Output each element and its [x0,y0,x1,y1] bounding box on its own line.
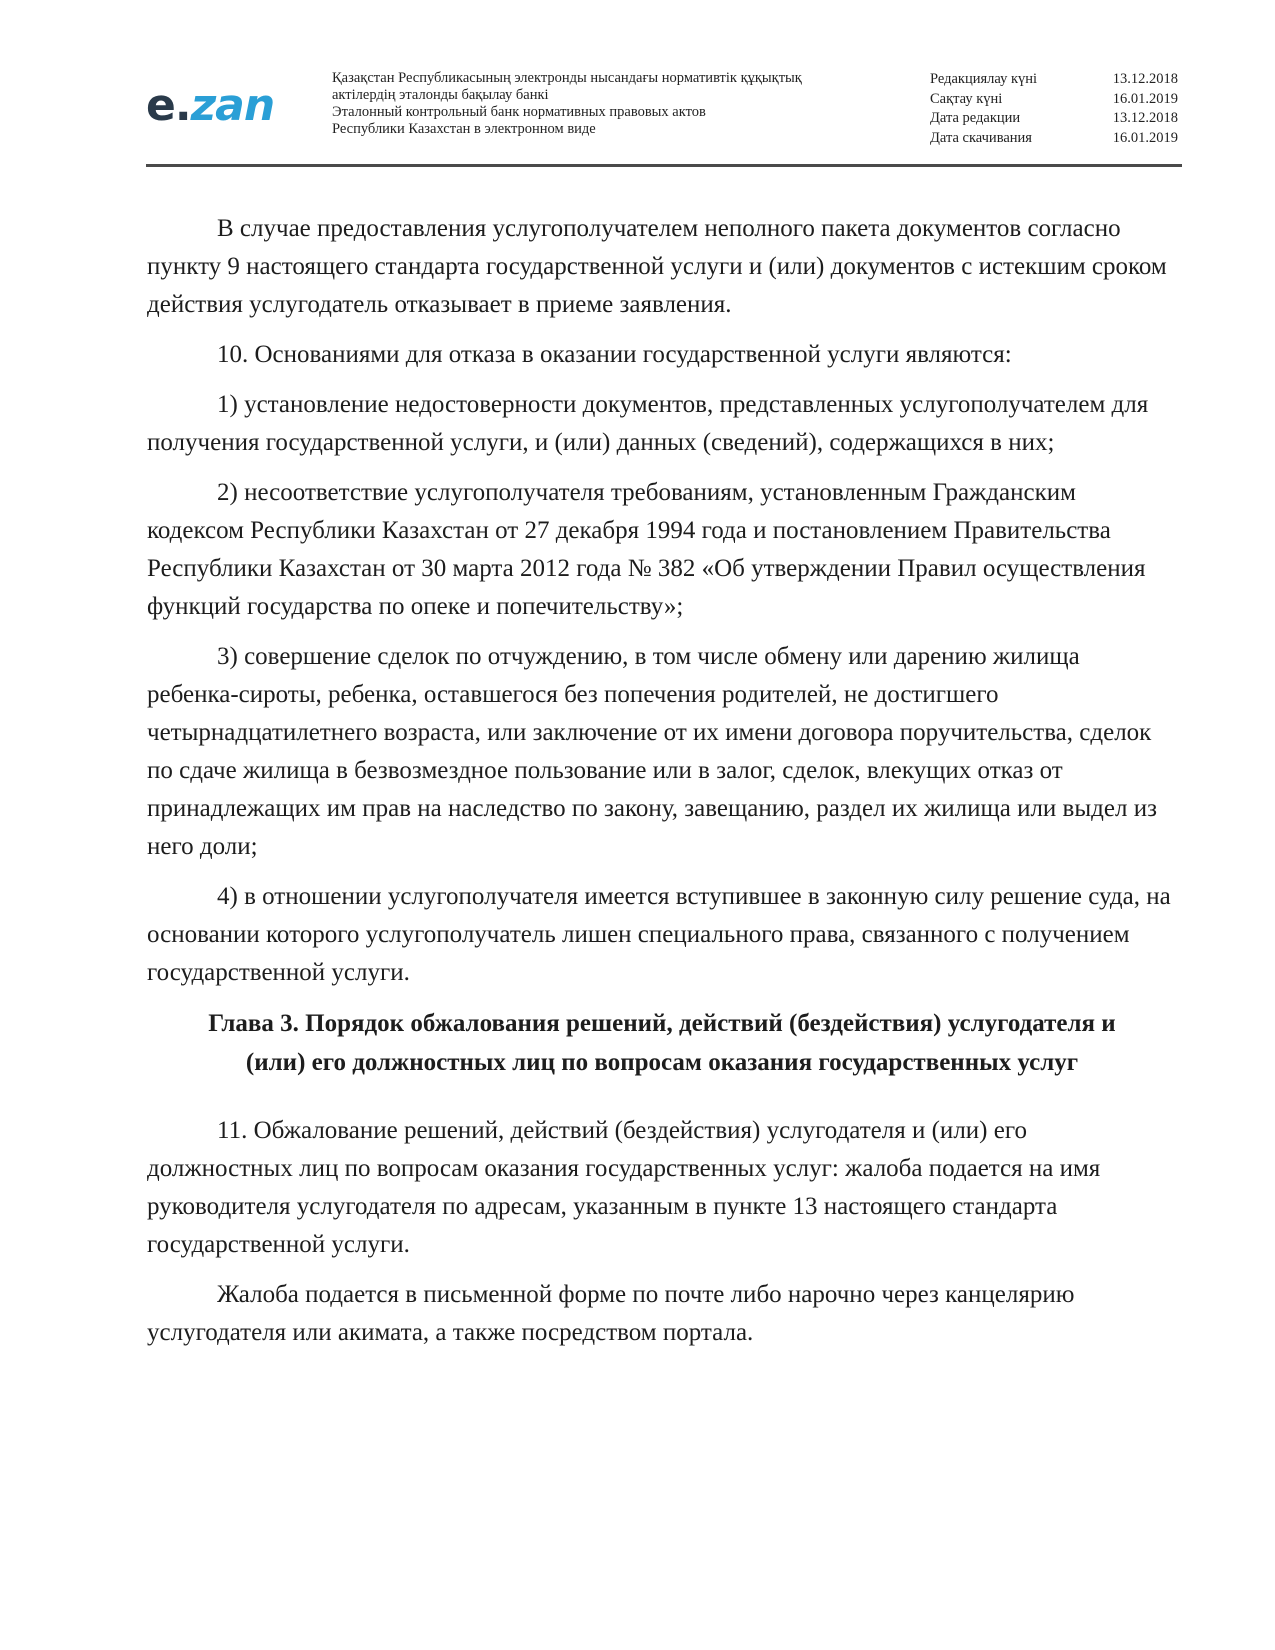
paragraph-ground-4: 4) в отношении услугополучателя имеется вступившее в законную силу решение суда, на основании которого услугополучатель лишен специального права, связанного с получением государственной услуги. [147,883,1171,986]
paragraph-ground-2: 2) несоответствие услугополучателя требованиям, установленным Гражданским кодексом Республики Казахстан от 27 декабря 1994 года и постановлением Правительства Республики Казахстан от 30 марта 2012 года № 382 «Об утверждении Правил осуществления функций государства по опеке и попечительству»; [147,479,1146,620]
chapter-heading: Глава 3. Порядок обжалования решений, действий (бездействия) услугодателя и (или) его должностных лиц по вопросам оказания государственных услуг [208,1010,1116,1076]
meta-label: Редакциялау күні [930,71,1038,87]
description-line: Республики Казахстан в электронном виде [332,121,596,137]
meta-value: 13.12.2018 [1112,71,1178,87]
description-line: Эталонный контрольный банк нормативных правовых актов [332,104,706,120]
meta-label: Дата редакции [930,110,1021,126]
meta-row-edit-date-kz [930,70,1178,90]
meta-row-save-date-kz [930,90,1178,110]
ezan-logo[interactable] [146,80,275,131]
paragraph-ground-1: 1) установление недостоверности документов, представленных услугополучателем для получения государственной услуги, и (или) данных (сведений), содержащихся в них; [147,391,1149,456]
meta-label: Дата скачивания [930,129,1032,146]
logo-zan: zan [190,80,275,131]
paragraph-incomplete-docs: В случае предоставления услугополучателем неполного пакета документов согласно пункту 9 настоящего стандарта государственной услуги и (или) документов с истекшим сроком действия услугодатель отказывает в приеме заявления. [147,215,1167,318]
logo-dot: . [174,80,191,131]
paragraph-appeal: 11. Обжалование решений, действий (бездействия) услугодателя и (или) его должностных лиц по вопросам оказания государственных услуг: жалоба подается на имя руководителя услугодателя по адресам, указанным в пункте 13 настоящего стандарта государственной услуги. [147,1117,1101,1258]
meta-row-download-date [930,129,1178,149]
description-line: Қазақстан Республикасының электронды нысандағы нормативтік құқықтық [332,70,802,86]
paragraph-refusal-grounds: 10. Основаниями для отказа в оказании государственной услуги являются: [217,341,1012,368]
logo-e: e [146,80,175,131]
paragraph-ground-3: 3) совершение сделок по отчуждению, в том числе обмену или дарению жилища ребенка-сироты, ребенка, оставшегося без попечения родителей, не достигшего четырнадцатилетнего возраста, или заключение от их имени договора поручительства, сделок по сдаче жилища в безвозмездное пользование или в залог, сделок, влекущих отказ от принадлежащих им прав на наследство по закону, завещанию, раздел их жилища или выдел из него доли; [147,643,1157,860]
description-line: актілердің эталонды бақылау банкі [332,87,549,103]
header-divider [146,164,1182,167]
document-header [146,70,1178,166]
header-meta [930,70,1178,148]
paragraph-complaint-form: Жалоба подается в письменной форме по почте либо нарочно через канцелярию услугодателя или акимата, а также посредством портала. [147,1281,1075,1346]
document-body [147,210,1177,1364]
meta-value: 16.01.2019 [1112,90,1178,107]
meta-row-edit-date [930,109,1178,129]
meta-label: Сақтау күні [930,90,1003,107]
meta-value: 13.12.2018 [1112,110,1178,126]
meta-value: 16.01.2019 [1112,129,1178,146]
header-description [332,70,802,138]
